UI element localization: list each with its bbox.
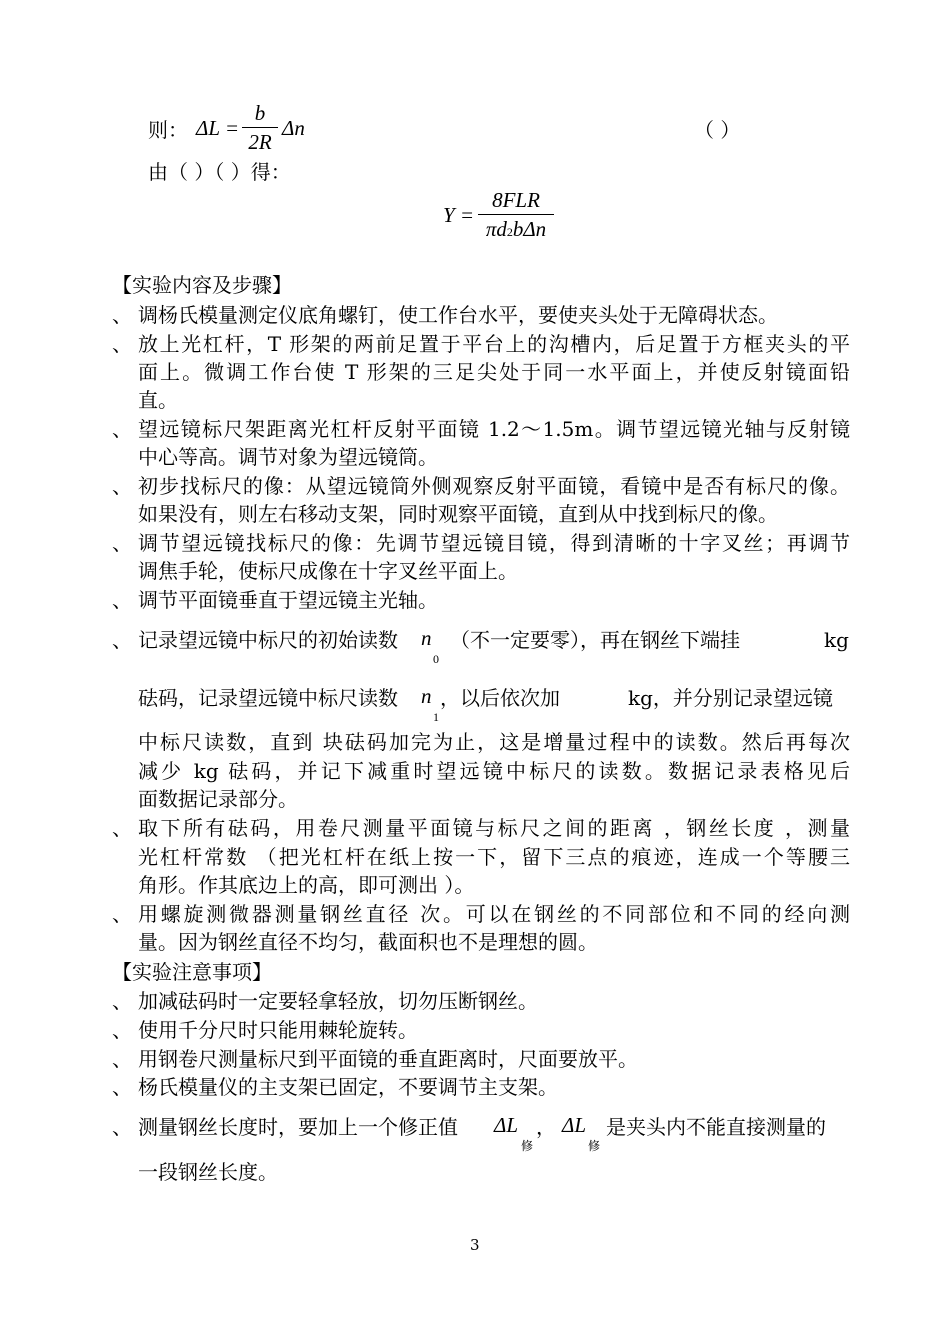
list-bullet: 、 <box>112 989 132 1013</box>
equation-number: （ ） <box>694 118 741 142</box>
procedure-line: 如果没有，则左右移动支架，同时观察平面镜，直到从中找到标尺的像。 <box>138 502 778 526</box>
procedure-line: 望远镜标尺架距离光杠杆反射平面镜 1.2～1.5m。调节望远镜光轴与反射镜 <box>138 417 850 441</box>
list-bullet: 、 <box>112 303 132 327</box>
precaution-line: 用钢卷尺测量标尺到平面镜的垂直距离时，尺面要放平。 <box>138 1047 638 1071</box>
list-bullet: 、 <box>112 474 132 498</box>
section-heading-precautions: 【实验注意事项】 <box>112 960 272 984</box>
procedure-line: 调杨氏模量测定仪底角螺钉，使工作台水平，要使夹头处于无障碍状态。 <box>138 303 778 327</box>
list-bullet: 、 <box>112 1018 132 1042</box>
procedure-line: 用螺旋测微器测量钢丝直径 次。可以在钢丝的不同部位和不同的经向测 <box>138 902 850 926</box>
section-heading-procedure: 【实验内容及步骤】 <box>112 273 292 297</box>
formula2-lhs: Y = <box>443 203 475 227</box>
formula2-den-exp: 2 <box>506 225 513 239</box>
procedure-line: （不一定要零），再在钢丝下端挂 <box>450 628 740 652</box>
precaution-line: 杨氏模量仪的主支架已固定，不要调节主支架。 <box>138 1075 558 1099</box>
formula1-rhs: Δn <box>282 116 305 140</box>
procedure-line: 量。因为钢丝直径不均匀，截面积也不是理想的圆。 <box>138 930 598 954</box>
procedure-line: 记录望远镜中标尺的初始读数 <box>138 628 398 652</box>
list-bullet: 、 <box>112 1047 132 1071</box>
formula1-prefix: 则： <box>148 118 188 142</box>
procedure-line: 减少 kg 砝码，并记下减重时望远镜中标尺的读数。数据记录表格见后 <box>138 759 850 783</box>
list-bullet: 、 <box>112 417 132 441</box>
list-bullet: 、 <box>112 628 132 652</box>
procedure-line: kg，并分别记录望远镜 <box>628 686 833 710</box>
correction-var1: ΔL <box>494 1113 519 1137</box>
procedure-line: 面上。微调工作台使 T 形架的三足尖处于同一水平面上，并使反射镜面铅 <box>138 360 850 384</box>
page-number: 3 <box>470 1236 480 1254</box>
list-bullet: 、 <box>112 902 132 926</box>
precaution-line: 使用千分尺时只能用棘轮旋转。 <box>138 1018 418 1042</box>
list-bullet: 、 <box>112 1075 132 1099</box>
procedure-line: 调节平面镜垂直于望远镜主光轴。 <box>138 588 438 612</box>
precaution-line: 测量钢丝长度时，要加上一个修正值 <box>138 1115 458 1139</box>
precaution-line: 一段钢丝长度。 <box>138 1160 278 1184</box>
derivation-line: 由（ ）（ ）得： <box>148 160 291 184</box>
formula1-numerator: b <box>254 101 266 125</box>
formula2-den-a: πd <box>485 217 507 241</box>
formula2-numerator: 8FLR <box>492 188 540 212</box>
formula2-fraction <box>478 188 554 244</box>
procedure-line: 面数据记录部分。 <box>138 787 298 811</box>
list-bullet: 、 <box>112 1115 132 1139</box>
list-bullet: 、 <box>112 816 132 840</box>
reading-n1-sub: 1 <box>433 710 439 724</box>
procedure-line: 光杠杆常数 （把光杠杆在纸上按一下，留下三点的痕迹，连成一个等腰三 <box>138 845 850 869</box>
list-bullet: 、 <box>112 588 132 612</box>
procedure-line: 放上光杠杆，T 形架的两前足置于平台上的沟槽内，后足置于方框夹头的平 <box>138 332 850 356</box>
procedure-line: 取下所有砝码，用卷尺测量平面镜与标尺之间的距离 ，钢丝长度 ，测量 <box>138 816 850 840</box>
correction-sub1: 修 <box>521 1139 534 1153</box>
formula2-denominator <box>478 217 554 244</box>
formula2-den-b: bΔn <box>512 217 547 241</box>
separator-comma: ， <box>536 1115 556 1139</box>
procedure-line: 调焦手轮，使标尺成像在十字叉丝平面上。 <box>138 559 518 583</box>
list-bullet: 、 <box>112 332 132 356</box>
procedure-line: 角形。作其底边上的高，即可测出 ）。 <box>138 873 475 897</box>
unit-kg: kg <box>824 628 849 652</box>
reading-n1-var: n <box>421 684 432 708</box>
reading-n0-sub: 0 <box>433 652 439 666</box>
procedure-line: ，以后依次加 <box>440 686 560 710</box>
procedure-line: 砝码，记录望远镜中标尺读数 <box>138 686 398 710</box>
precaution-line: 加减砝码时一定要轻拿轻放，切勿压断钢丝。 <box>138 989 538 1013</box>
fraction-bar <box>478 214 554 215</box>
formula1-lhs: ΔL = <box>196 116 240 140</box>
precaution-line: 是夹头内不能直接测量的 <box>606 1115 826 1139</box>
correction-sub2: 修 <box>588 1139 601 1153</box>
list-bullet: 、 <box>112 531 132 555</box>
procedure-line: 中心等高。调节对象为望远镜筒。 <box>138 445 438 469</box>
formula1-denominator: 2R <box>248 130 272 154</box>
procedure-line: 中标尺读数，直到 块砝码加完为止，这是增量过程中的读数。然后再每次 <box>138 730 850 754</box>
correction-var2: ΔL <box>562 1113 587 1137</box>
procedure-line: 调节望远镜找标尺的像：先调节望远镜目镜，得到清晰的十字叉丝；再调节 <box>138 531 850 555</box>
fraction-bar <box>242 127 278 128</box>
formula1-fraction <box>242 101 278 154</box>
procedure-line: 直。 <box>138 388 178 412</box>
procedure-line: 初步找标尺的像：从望远镜筒外侧观察反射平面镜，看镜中是否有标尺的像。 <box>138 474 850 498</box>
reading-n0-var: n <box>421 626 432 650</box>
